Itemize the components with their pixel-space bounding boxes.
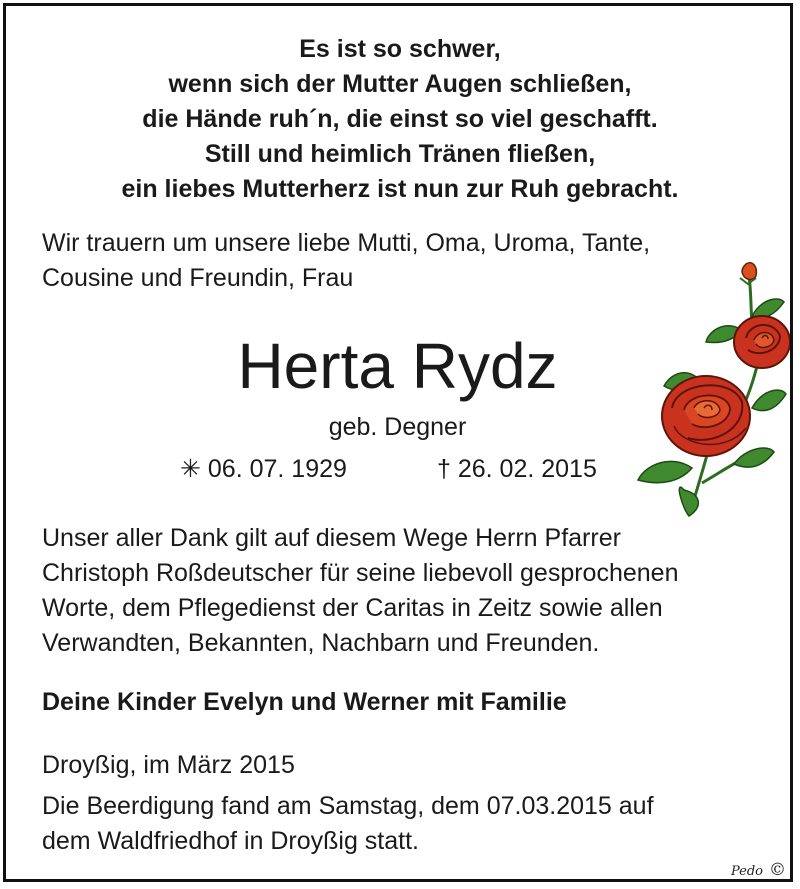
intro-text [42,226,650,296]
thanks-text [42,521,678,661]
thanks-line: Unser aller Dank gilt auf diesem Wege Herrn Pfarrer [42,524,621,552]
funeral-line: dem Waldfriedhof in Droyßig statt. [42,827,419,855]
copyright-icon: © [769,860,786,880]
death-date: † 26. 02. 2015 [437,455,597,483]
poem-line: Es ist so schwer, [299,35,501,63]
poem-line: ein liebes Mutterherz ist nun zur Ruh gebracht. [121,175,679,203]
funeral-info [42,789,654,859]
place-date: Droyßig, im März 2015 [42,751,295,779]
thanks-line: Christoph Roßdeutscher für seine liebevoll gesprochenen [42,559,679,587]
poem-line: die Hände ruh´n, die einst so viel geschafft. [142,105,658,133]
intro-line: Cousine und Freundin, Frau [42,264,354,292]
family-signature: Deine Kinder Evelyn und Werner mit Familie [42,688,567,716]
rose-illustration [634,258,790,520]
poem-line: wenn sich der Mutter Augen schließen, [168,70,632,98]
designer-name: Pedo [730,864,763,879]
deceased-name: Herta Rydz [237,330,558,402]
birth-name: geb. Degner [328,413,467,441]
birth-date: ✳ 06. 07. 1929 [180,455,347,483]
funeral-line: Die Beerdigung fand am Samstag, dem 07.03.2015 auf [42,792,654,820]
designer-signature [731,860,786,880]
poem-line: Still und heimlich Tränen fließen, [204,140,596,168]
thanks-line: Worte, dem Pflegedienst der Caritas in Zeitz sowie allen [42,594,663,622]
thanks-line: Verwandten, Bekannten, Nachbarn und Freunden. [42,629,600,657]
intro-line: Wir trauern um unsere liebe Mutti, Oma, Uroma, Tante, [42,229,651,257]
poem [0,32,800,207]
